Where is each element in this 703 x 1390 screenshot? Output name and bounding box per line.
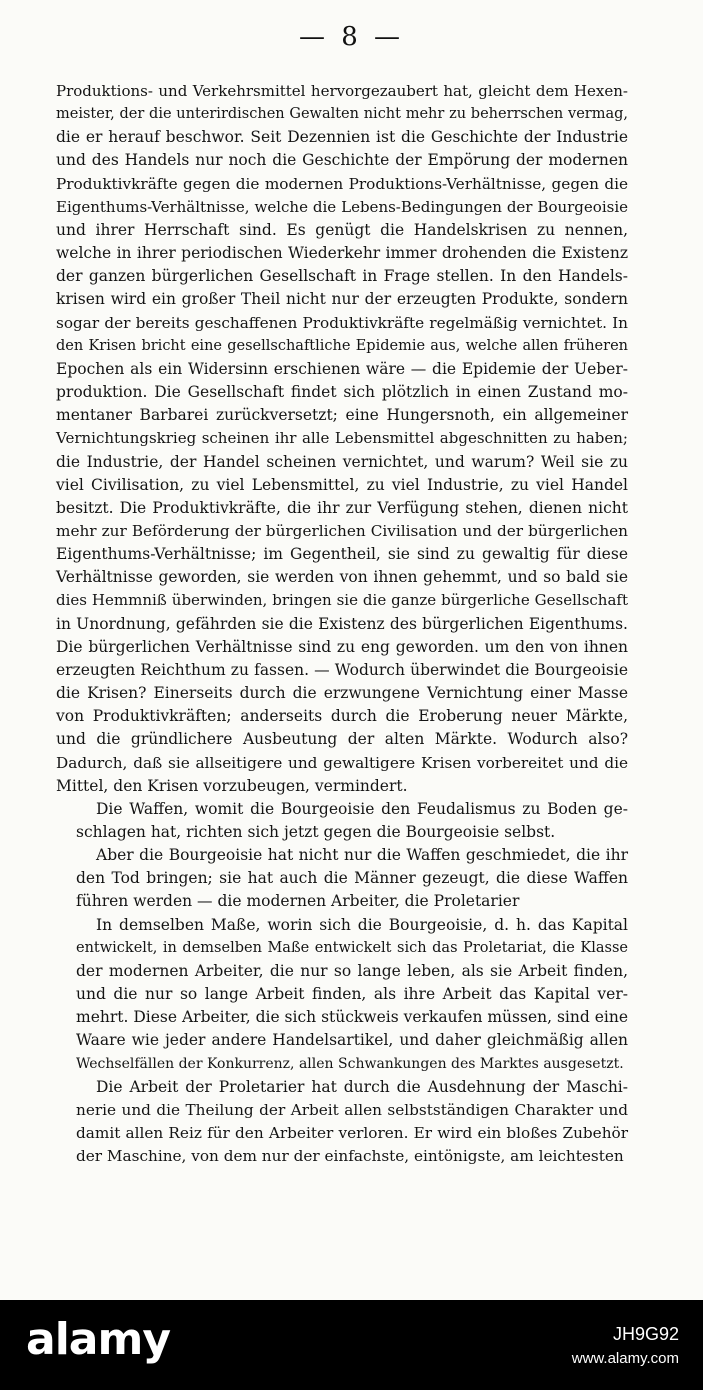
text-line: Die Waffen, womit die Bourgeoisie den Feudalismus zu Boden ge-	[96, 799, 628, 818]
watermark-bar	[0, 1300, 703, 1390]
text-line: der ganzen bürgerlichen Gesellschaft in Frage stellen. In den Handels-	[56, 267, 628, 286]
paragraph	[56, 1076, 628, 1169]
text-line: meister, der die unterirdischen Gewalten nicht mehr zu beherrschen vermag,	[56, 106, 628, 123]
text-line: mentaner Barbarei zurückversetzt; eine Hungersnoth, ein allgemeiner	[56, 406, 628, 425]
text-line: Eigenthums-Verhältnisse; im Gegentheil, sie sind zu gewaltig für diese	[56, 545, 628, 564]
text-line: produktion. Die Gesellschaft findet sich plötzlich in einen Zustand mo-	[56, 383, 628, 402]
body-text	[56, 80, 628, 1168]
alamy-logo: alamy	[26, 1314, 170, 1365]
text-line: Verhältnisse geworden, sie werden von ihnen gehemmt, und so bald sie	[56, 568, 628, 587]
page-number: — 8 —	[298, 22, 405, 52]
text-line: Eigenthums-Verhältnisse, welche die Lebens-Bedingungen der Bourgeoisie	[56, 197, 628, 216]
text-line: mehr zur Beförderung der bürgerlichen Civilisation und der bürgerlichen	[56, 521, 628, 540]
text-line: besitzt. Die Produktivkräfte, die ihr zur Verfügung stehen, dienen nicht	[56, 498, 628, 517]
text-line: krisen wird ein großer Theil nicht nur der erzeugten Produkte, sondern	[56, 290, 628, 309]
watermark-url: www.alamy.com	[571, 1350, 679, 1367]
text-line: und die nur so lange Arbeit finden, als ihre Arbeit das Kapital ver-	[76, 985, 628, 1004]
paragraph	[56, 798, 628, 844]
text-line: den Tod bringen; sie hat auch die Männer gezeugt, die diese Waffen	[76, 869, 628, 888]
text-line: Dadurch, daß sie allseitigere und gewaltigere Krisen vorbereitet und die	[56, 753, 628, 772]
text-line: die er herauf beschwor. Seit Dezennien ist die Geschichte der Industrie	[56, 128, 628, 147]
text-line: die Krisen? Einerseits durch die erzwungene Vernichtung einer Masse	[56, 684, 628, 703]
text-line: Wechselfällen der Konkurrenz, allen Schwankungen des Marktes ausgesetzt.	[76, 1055, 624, 1072]
text-line: führen werden — die modernen Arbeiter, die Proletarier	[76, 892, 520, 911]
text-line: Epochen als ein Widersinn erschienen wäre — die Epidemie der Ueber-	[56, 359, 628, 378]
text-line: dies Hemmniß überwinden, bringen sie die ganze bürgerliche Gesellschaft	[56, 591, 628, 610]
text-line: die Industrie, der Handel scheinen vernichtet, und warum? Weil sie zu	[56, 452, 628, 471]
paragraph	[56, 80, 628, 798]
text-line: erzeugten Reichthum zu fassen. — Wodurch überwindet die Bourgeoisie	[56, 660, 628, 679]
text-line: in Unordnung, gefährden sie die Existenz des bürgerlichen Eigenthums.	[56, 614, 628, 633]
text-line: Die Arbeit der Proletarier hat durch die Ausdehnung der Maschi-	[96, 1077, 628, 1096]
text-line: viel Civilisation, zu viel Lebensmittel, zu viel Industrie, zu viel Handel	[56, 475, 628, 494]
text-line: Produktivkräfte gegen die modernen Produktions-Verhältnisse, gegen die	[56, 174, 628, 193]
text-line: Waare wie jeder andere Handelsartikel, und daher gleichmäßig allen	[76, 1031, 628, 1050]
text-line: der Maschine, von dem nur der einfachste, eintönigste, am leichtesten	[76, 1147, 624, 1166]
text-line: und ihrer Herrschaft sind. Es genügt die Handelskrisen zu nennen,	[56, 220, 628, 239]
text-line: von Produktivkräften; anderseits durch die Eroberung neuer Märkte,	[56, 707, 628, 726]
text-line: schlagen hat, richten sich jetzt gegen die Bourgeoisie selbst.	[76, 823, 556, 841]
text-line: den Krisen bricht eine gesellschaftliche Epidemie aus, welche allen früheren	[56, 337, 628, 354]
text-line: Vernichtungskrieg scheinen ihr alle Lebensmittel abgeschnitten zu haben;	[56, 429, 628, 448]
text-line: der modernen Arbeiter, die nur so lange leben, als sie Arbeit finden,	[76, 961, 628, 980]
text-line: Aber die Bourgeoisie hat nicht nur die Waffen geschmiedet, die ihr	[96, 846, 628, 865]
image-id: JH9G92	[612, 1324, 679, 1344]
text-line: Mittel, den Krisen vorzubeugen, vermindert.	[56, 776, 408, 795]
text-line: und die gründlichere Ausbeutung der alten Märkte. Wodurch also?	[56, 730, 628, 749]
text-line: mehrt. Diese Arbeiter, die sich stückweis verkaufen müssen, sind eine	[76, 1008, 628, 1027]
text-line: In demselben Maße, worin sich die Bourgeoisie, d. h. das Kapital	[96, 915, 628, 934]
text-line: und des Handels nur noch die Geschichte der Empörung der modernen	[56, 151, 628, 170]
text-line: sogar der bereits geschaffenen Produktivkräfte regelmäßig vernichtet. In	[56, 313, 628, 332]
text-line: entwickelt, in demselben Maße entwickelt sich das Proletariat, die Klasse	[76, 939, 628, 956]
text-line: welche in ihrer periodischen Wiederkehr immer drohenden die Existenz	[56, 244, 628, 263]
paragraph	[56, 844, 628, 913]
text-line: damit allen Reiz für den Arbeiter verloren. Er wird ein bloßes Zubehör	[76, 1124, 628, 1143]
paragraph	[56, 914, 628, 1076]
text-line: Die bürgerlichen Verhältnisse sind zu eng geworden. um den von ihnen	[56, 637, 628, 656]
text-line: nerie und die Theilung der Arbeit allen selbstständigen Charakter und	[76, 1100, 628, 1119]
text-line: Produktions- und Verkehrsmittel hervorgezaubert hat, gleicht dem Hexen-	[56, 82, 628, 100]
